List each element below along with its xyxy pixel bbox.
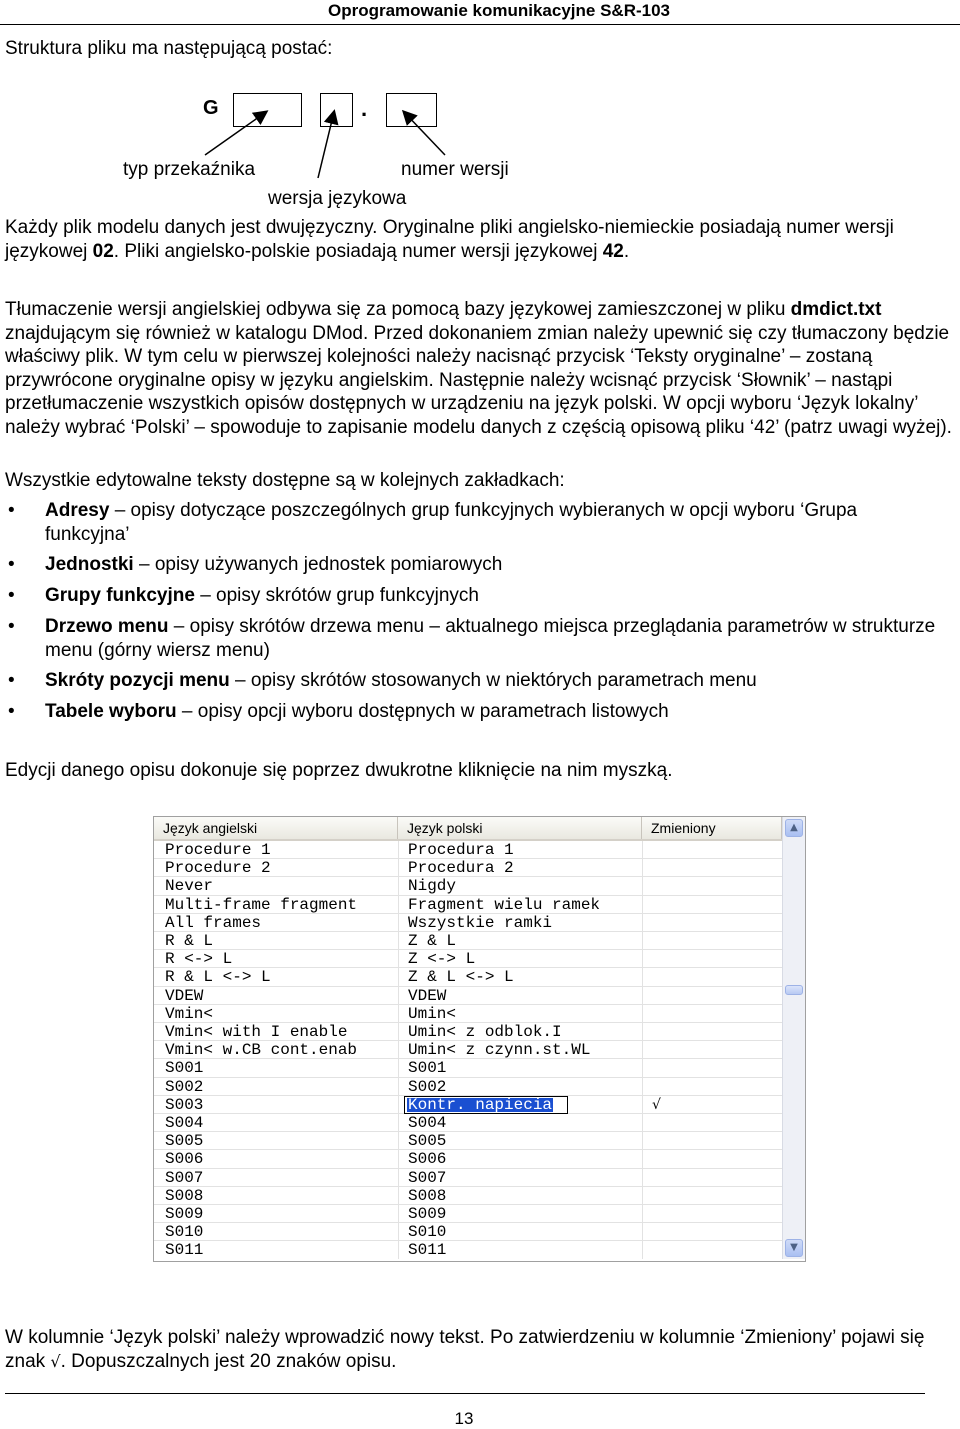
cell-english[interactable]: S006 [165,1150,204,1169]
cell-edit-input[interactable] [404,1096,568,1114]
cell-polish[interactable]: S011 [408,1241,447,1259]
cell-english[interactable]: S005 [165,1132,204,1151]
cell-polish[interactable]: Z & L [408,932,457,950]
table-row[interactable] [154,1005,782,1023]
table-row[interactable] [154,987,782,1005]
cell-english[interactable]: VDEW [165,986,204,1005]
cell-english[interactable]: S010 [165,1223,204,1242]
cell-english[interactable]: Never [165,877,214,896]
table-row[interactable] [154,1241,782,1259]
grid-header [154,817,782,841]
cell-english[interactable]: Vmin< [165,1004,214,1023]
cell-polish[interactable]: S007 [408,1168,447,1187]
table-row[interactable] [154,950,782,968]
cell-polish[interactable]: S005 [408,1132,447,1151]
cell-english[interactable]: R & L [165,932,214,950]
cell-english[interactable]: Vmin< with I enable [165,1023,348,1041]
bullet-icon: • [8,554,15,575]
cell-polish[interactable]: S002 [408,1077,447,1096]
cell-english[interactable]: S001 [165,1059,204,1078]
bullet-icon: • [8,500,15,521]
final-paragraph: W kolumnie ‘Język polski’ należy wprowadzić nowy tekst. Po zatwierdzeniu w kolumnie ‘Zmieniony’ pojawi się znak √. Dopuszczalnych jest 20 znaków opisu. [5,1327,925,1372]
list-item: • Adresy – opisy dotyczące poszczególnych grup funkcyjnych wybieranych w opcji wyboru ‘Grupa funkcyjna’ [8,500,858,545]
cell-polish[interactable]: Z <-> L [408,950,476,969]
vertical-scrollbar[interactable] [782,817,805,1259]
footer-rule [5,1393,925,1394]
cell-english[interactable]: R <-> L [165,950,233,969]
version-02: 02 [92,240,114,262]
table-row[interactable] [154,1169,782,1187]
bullet-icon: • [8,585,15,606]
list-item: • Skróty pozycji menu – opisy skrótów stosowanych w niektórych parametrach menu [8,670,757,691]
table-row[interactable] [154,1078,782,1096]
list-item: • Jednostki – opisy używanych jednostek pomiarowych [8,554,503,575]
page-number: 13 [454,1409,474,1428]
cell-polish[interactable]: Procedura 2 [408,859,514,878]
cell-english[interactable]: R & L <-> L [165,968,271,987]
cell-polish[interactable]: Umin< [408,1004,457,1023]
cell-english[interactable]: S009 [165,1205,204,1223]
cell-polish[interactable]: Nigdy [408,877,457,896]
column-header-english[interactable]: Język angielski [154,817,398,839]
cell-english[interactable]: All frames [165,913,262,932]
cell-english[interactable]: S008 [165,1186,204,1205]
tabs-intro: Wszystkie edytowalne teksty dostępne są w kolejnych zakładkach: [5,470,565,491]
table-row[interactable] [154,968,782,986]
cell-english[interactable]: S007 [165,1168,204,1187]
selected-text: Kontr. napiecia [408,1095,553,1114]
list-item: • Grupy funkcyjne – opisy skrótów grup funkcyjnych [8,585,479,606]
table-row[interactable] [154,1096,782,1114]
table-row[interactable] [154,859,782,877]
separator-dot: . [361,96,368,121]
bilingual-paragraph: Każdy plik modelu danych jest dwujęzyczny. Oryginalne pliki angielsko-niemieckie posiadają numer wersji językowej 02. Pliki angielsko-polskie posiadają numer wersji językowej 42. [5,217,894,262]
diagram-arrows [0,0,960,240]
prefix-letter: G [203,97,219,119]
dictionary-grid[interactable] [153,816,806,1262]
cell-english[interactable]: Procedure 2 [165,859,271,878]
cell-english[interactable]: Procedure 1 [165,841,271,859]
column-header-polish[interactable]: Język polski [398,817,642,839]
version-number-arrow [404,112,445,155]
table-row[interactable] [154,841,782,859]
page-header-title: Oprogramowanie komunikacyjne S&R-103 [328,1,670,20]
table-row[interactable] [154,1114,782,1132]
cell-polish[interactable]: VDEW [408,986,447,1005]
cell-polish[interactable]: Procedura 1 [408,841,514,859]
cell-polish[interactable]: S009 [408,1205,447,1223]
version-number-label: numer wersji [401,159,509,180]
table-row[interactable] [154,1023,782,1041]
language-version-label: wersja językowa [268,188,407,209]
bullet-icon: • [8,616,15,637]
scroll-down-icon[interactable]: ▼ [785,1239,803,1257]
table-row[interactable] [154,877,782,895]
table-row[interactable] [154,1205,782,1223]
scroll-up-icon[interactable]: ▲ [785,819,803,837]
table-row[interactable] [154,1041,782,1059]
column-header-changed[interactable]: Zmieniony [642,817,782,839]
table-row[interactable] [154,1187,782,1205]
table-row[interactable] [154,932,782,950]
cell-polish[interactable]: Wszystkie ramki [408,913,553,932]
cell-polish[interactable]: Umin< z odblok.I [408,1023,562,1041]
edit-note: Edycji danego opisu dokonuje się poprzez dwukrotne kliknięcie na nim myszką. [5,760,673,781]
cell-english[interactable]: S003 [165,1095,204,1114]
cell-english[interactable]: S011 [165,1241,204,1259]
table-row[interactable] [154,1223,782,1241]
cell-polish[interactable]: S004 [408,1114,447,1132]
cell-polish[interactable]: S008 [408,1186,447,1205]
dictionary-filename: dmdict.txt [790,299,882,320]
table-row[interactable] [154,1150,782,1168]
relay-type-arrow [205,112,266,155]
table-row[interactable] [154,1059,782,1077]
table-row[interactable] [154,896,782,914]
cell-english[interactable]: S004 [165,1114,204,1132]
cell-polish[interactable]: Umin< z czynn.st.WL [408,1041,591,1060]
translation-paragraph: Tłumaczenie wersji angielskiej odbywa się za pomocą bazy językowej zamieszczonej w pliku dmdict.txt znajdującym się również w katalogu DMod. Przed dokonaniem zmian należy upewnić się czy tłumaczony będzie właściwy plik. W tym celu w pierwszej kolejności należy nacisnąć przycisk ‘Teksty oryginalne’ – zostaną przywrócone oryginalne opisy w języku angielskim. Następnie należy wcisnąć przycisk ‘Słownik’ – nastąpi przetłumaczenie wszystkich opisów dostępnych w urządzeniu na język polski. W opcji wyboru ‘Język lokalny’ należy wybrać ‘Polski’ – spowoduje to zapisanie modelu danych z częścią opisową pliku ‘42’ (patrz uwagi wyżej). [5,299,952,438]
cell-english[interactable]: Multi-frame fragment [165,895,358,914]
cell-polish[interactable]: S010 [408,1223,447,1242]
version-42: 42 [602,240,624,262]
cell-polish[interactable]: Z & L <-> L [408,968,514,987]
bullet-icon: • [8,670,15,691]
cell-polish[interactable]: Fragment wielu ramek [408,895,601,914]
list-item: • Drzewo menu – opisy skrótów drzewa menu – aktualnego miejsca przeglądania parametrów w strukturze menu (górny wiersz menu) [8,616,936,661]
checkmark-icon: √ [50,1351,61,1371]
intro-text: Struktura pliku ma następującą postać: [5,38,333,59]
grid-body [154,841,782,1259]
language-version-arrow [318,112,334,178]
cell-english[interactable]: S002 [165,1077,204,1096]
cell-polish[interactable]: S001 [408,1059,447,1078]
cell-changed[interactable]: √ [652,1096,661,1113]
cell-english[interactable]: Vmin< w.CB cont.enab [165,1041,358,1060]
list-item: • Tabele wyboru – opisy opcji wyboru dostępnych w parametrach listowych [8,701,669,722]
cell-polish[interactable]: S006 [408,1150,447,1169]
table-row[interactable] [154,1132,782,1150]
scroll-thumb[interactable] [785,985,803,995]
relay-type-label: typ przekaźnika [123,159,256,180]
table-row[interactable] [154,914,782,932]
bullet-icon: • [8,701,15,722]
